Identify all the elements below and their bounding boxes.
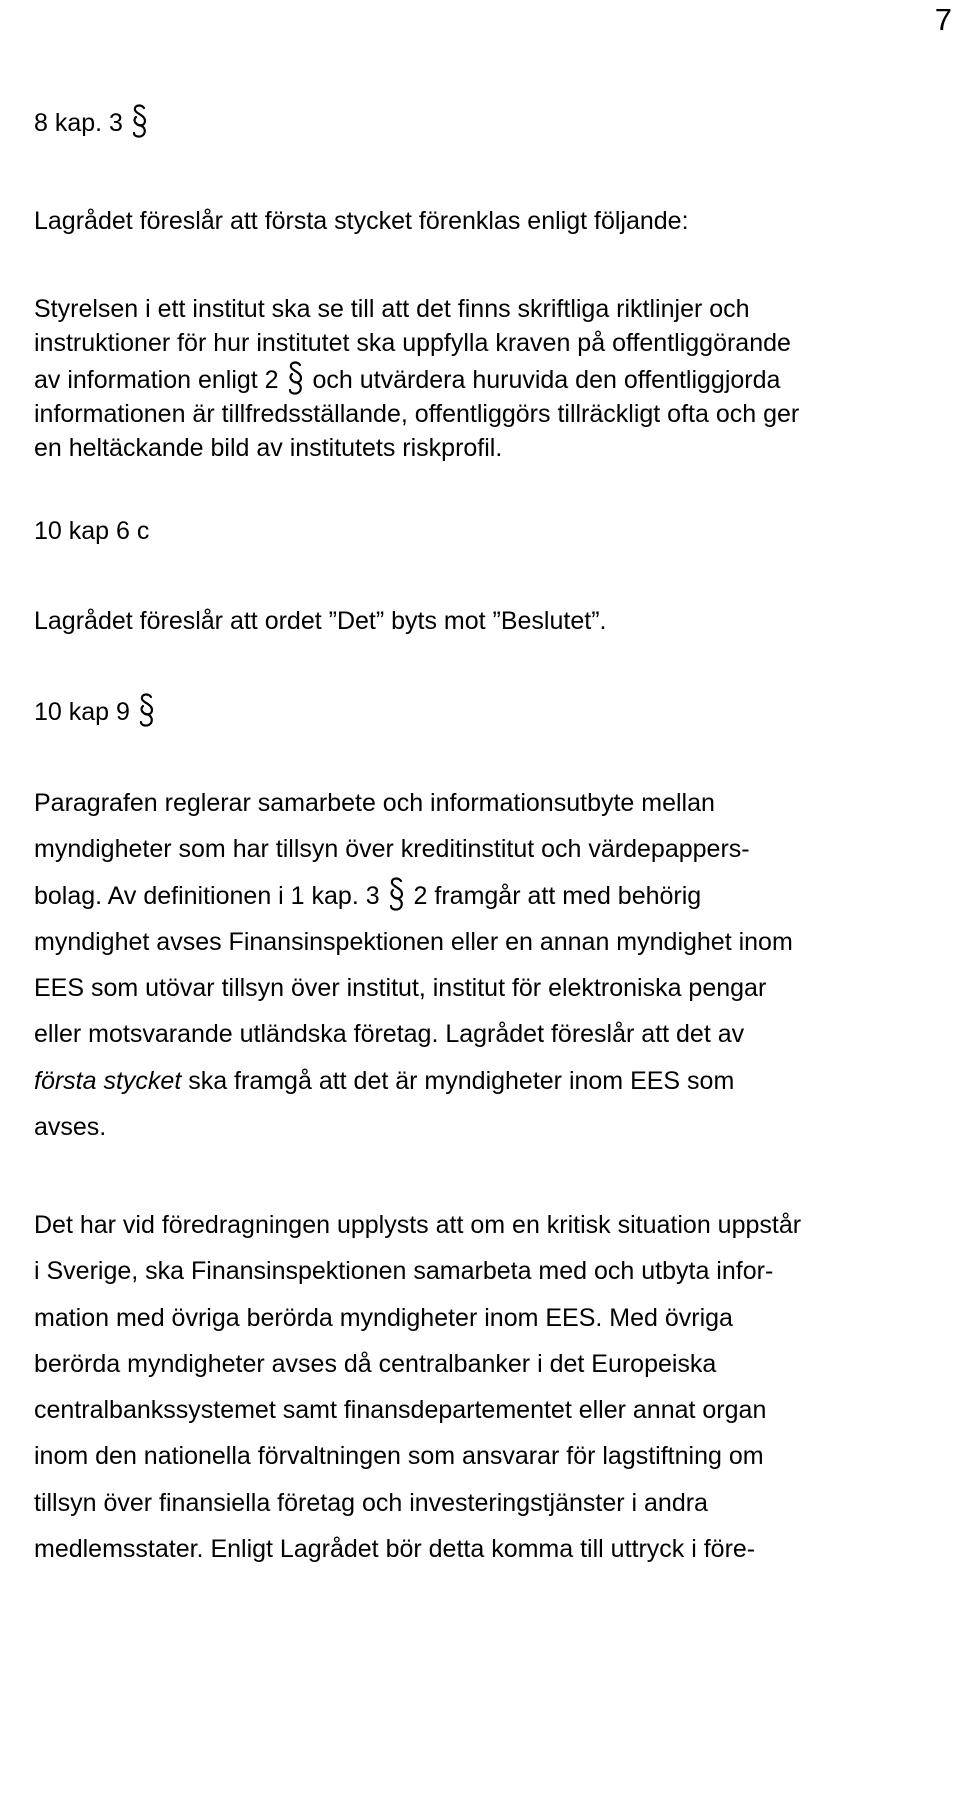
section-sign-icon xyxy=(137,692,157,728)
paragraph-crisis-situation xyxy=(34,1202,939,1572)
text-line: en heltäckande bild av institutets riskprofil. xyxy=(34,434,503,462)
text-line: avses. xyxy=(34,1113,107,1142)
paragraph-word-change xyxy=(34,598,939,644)
heading-text: 10 kap 6 c xyxy=(34,517,150,545)
text-line: myndighet avses Finansinspektionen eller en annan myndighet inom xyxy=(34,927,793,956)
text-line: Paragrafen reglerar samarbete och informationsutbyte mellan xyxy=(34,789,715,817)
quoted-proposal-text xyxy=(34,292,939,465)
text-line: Styrelsen i ett institut ska se till att det finns skriftliga riktlinjer och xyxy=(34,295,750,323)
text-line: tillsyn över finansiella företag och investeringstjänster i andra xyxy=(34,1488,708,1517)
heading-8-kap-3 xyxy=(34,100,939,146)
text-line: centralbankssystemet samt finansdepartementet eller annat organ xyxy=(34,1396,767,1425)
text-line: myndigheter som har tillsyn över kreditinstitut och värdepappers- xyxy=(34,835,750,864)
text-line: informationen är tillfredsställande, offentliggörs tillräckligt ofta och ger xyxy=(34,400,800,428)
italic-reference: första stycket xyxy=(34,1066,182,1095)
text-line: medlemsstater. Enligt Lagrådet bör detta komma till uttryck i före- xyxy=(34,1535,756,1564)
heading-text: 10 kap 9 xyxy=(34,698,130,726)
paragraph-proposal-intro xyxy=(34,198,939,244)
section-sign-icon xyxy=(130,103,150,139)
text-line: EES som utövar tillsyn över institut, institut för elektroniska pengar xyxy=(34,974,767,1003)
text-line: mation med övriga berörda myndigheter inom EES. Med övriga xyxy=(34,1303,733,1332)
text-line xyxy=(34,1058,939,1104)
paragraph-cooperation xyxy=(34,780,939,1150)
text-line: Det har vid föredragningen upplysts att om en kritisk situation uppstår xyxy=(34,1211,802,1239)
page-number: 7 xyxy=(934,2,952,37)
text-before: av information enligt 2 xyxy=(34,366,279,394)
text-line: instruktioner för hur institutet ska uppfylla kraven på offentliggörande xyxy=(34,329,791,357)
text-line: inom den nationella förvaltningen som ansvarar för lagstiftning om xyxy=(34,1442,764,1471)
text-after: ska framgå att det är myndigheter inom EES som xyxy=(181,1066,735,1095)
text-after: 2 framgår att med behörig xyxy=(413,881,702,910)
text-line xyxy=(34,360,939,397)
section-sign-icon xyxy=(286,360,306,396)
text-line: eller motsvarande utländska företag. Lagrådet föreslår att det av xyxy=(34,1020,745,1049)
heading-10-kap-9 xyxy=(34,689,939,735)
heading-text: 8 kap. 3 xyxy=(34,109,123,137)
text-line: berörda myndigheter avses då centralbanker i det Europeiska xyxy=(34,1349,717,1378)
text-after: och utvärdera huruvida den offentliggjorda xyxy=(312,366,781,394)
paragraph-text: Lagrådet föreslår att ordet ”Det” byts mot ”Beslutet”. xyxy=(34,607,607,635)
paragraph-text: Lagrådet föreslår att första stycket förenklas enligt följande: xyxy=(34,207,689,235)
text-before: bolag. Av definitionen i 1 kap. 3 xyxy=(34,881,380,910)
heading-10-kap-6c xyxy=(34,508,939,554)
section-sign-icon xyxy=(387,876,407,912)
text-line xyxy=(34,873,939,919)
text-line: i Sverige, ska Finansinspektionen samarbeta med och utbyta infor- xyxy=(34,1257,774,1286)
